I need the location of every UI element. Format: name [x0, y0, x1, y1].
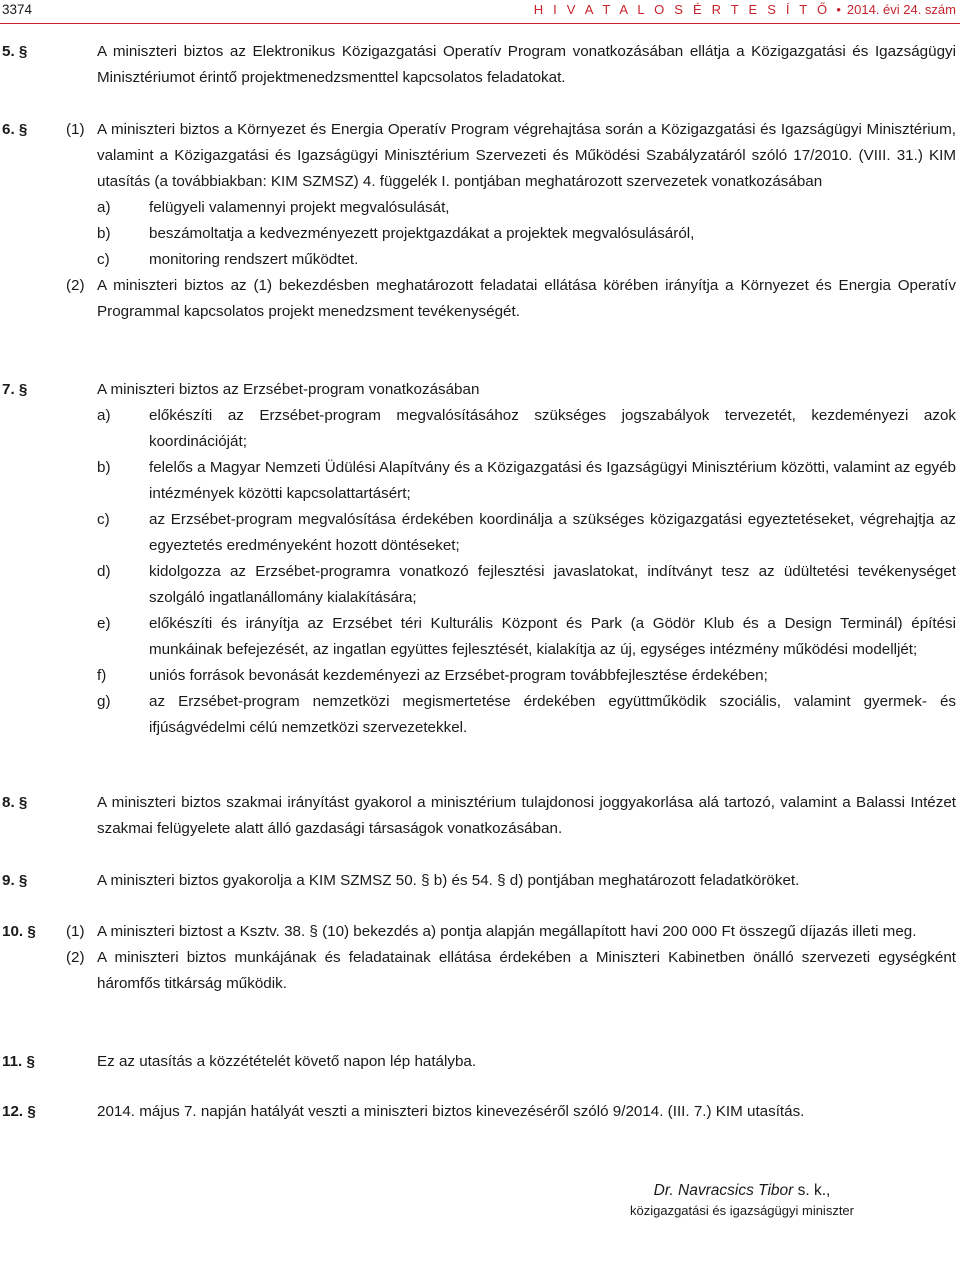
item-text: felelős a Magyar Nemzeti Üdülési Alapítvány és a Közigazgatási és Igazságügyi Minisztérium közötti, valamint az egyéb intézmények közötti kapcsolattartásért;	[149, 459, 956, 502]
item-text: monitoring rendszert működtet.	[149, 251, 359, 268]
section-text: 2014. május 7. napján hatályát veszti a miniszteri biztos kinevezéséről szóló 9/2014. (III. 7.) KIM utasítás.	[97, 1103, 805, 1120]
header-rule	[0, 23, 960, 24]
paragraph-2	[0, 945, 956, 997]
section-intro: A miniszteri biztos az Erzsébet-program vonatkozásában	[97, 381, 480, 398]
header-separator: •	[836, 2, 841, 17]
paragraph-2	[0, 273, 956, 325]
item-label: a)	[97, 407, 111, 424]
item-label: b)	[97, 459, 111, 476]
list-item	[97, 663, 956, 689]
section-5	[0, 39, 956, 91]
list-item	[97, 559, 956, 611]
paragraph-1	[0, 117, 956, 195]
section-number: 7. §	[2, 381, 28, 398]
list-item	[97, 689, 956, 741]
item-label: c)	[97, 251, 110, 268]
item-text: előkészíti és irányítja az Erzsébet téri Kulturális Központ és Park (a Gödör Klub és a Design Terminál) építési munkáinak befejezését, az ingatlan együttes fejlesztését, kialakítja az új, egységes intézmény működési modelljét;	[149, 615, 956, 658]
list-item	[97, 611, 956, 663]
section-9	[0, 868, 956, 894]
section-text: A miniszteri biztos szakmai irányítást gyakorol a minisztérium tulajdonosi joggyakorlása alá tartozó, valamint a Balassi Intézet szakmai felügyelete alatt álló gazdasági társaságok vonatkozásában.	[97, 794, 956, 837]
paragraph-text: A miniszteri biztos az (1) bekezdésben meghatározott feladatai ellátása körében irányítja a Környezet és Energia Operatív Programmal kapcsolatos projekt menedzsment tevékenységét.	[97, 277, 956, 320]
signatory-title: közigazgatási és igazságügyi miniszter	[630, 1203, 854, 1218]
signature-block	[630, 1180, 854, 1220]
paragraph-number: (1)	[66, 121, 85, 138]
item-text: előkészíti az Erzsébet-program megvalósításához szükséges jogszabályok tervezetét, kezdeményezi azok koordinációját;	[149, 407, 956, 450]
section-6	[0, 117, 956, 325]
section-text: A miniszteri biztos gyakorolja a KIM SZMSZ 50. § b) és 54. § d) pontjában meghatározott feladatköröket.	[97, 872, 800, 889]
list-item	[97, 221, 956, 247]
signatory-suffix: s. k.,	[793, 1182, 831, 1199]
item-label: e)	[97, 615, 111, 632]
section-number: 5. §	[2, 43, 28, 60]
section-8	[0, 790, 956, 842]
item-text: uniós források bevonását kezdeményezi az Erzsébet-program továbbfejlesztése érdekében;	[149, 667, 768, 684]
section-number: 9. §	[2, 872, 28, 889]
journal-title: H I V A T A L O S É R T E S Í T Ő	[533, 2, 831, 17]
section-number: 11. §	[2, 1053, 35, 1070]
paragraph-text: A miniszteri biztost a Ksztv. 38. § (10) bekezdés a) pontja alapján megállapított havi 200 000 Ft összegű díjazás illeti meg.	[97, 923, 917, 940]
section-11	[0, 1049, 956, 1075]
running-head	[534, 0, 956, 20]
issue-label: 2014. évi 24. szám	[846, 2, 956, 17]
paragraph-number: (2)	[66, 949, 85, 966]
list-item	[97, 403, 956, 455]
item-list	[97, 195, 956, 273]
paragraph-text: A miniszteri biztos a Környezet és Energia Operatív Program végrehajtása során a Közigazgatási és Igazságügyi Minisztérium, valamint a Közigazgatási és Igazságügyi Minisztérium Szervezeti és Működési Szabályzatáról szóló 17/2010. (VIII. 31.) KIM utasítás (a továbbiakban: KIM SZMSZ) 4. függelék I. pontjában meghatározott szervezetek vonatkozásában	[97, 121, 956, 190]
item-label: d)	[97, 563, 111, 580]
section-number: 10. §	[2, 923, 36, 940]
section-text: A miniszteri biztos az Elektronikus Közigazgatási Operatív Program vonatkozásában ellátja a Közigazgatási és Igazságügyi Minisztériumot érintő projektmenedzsmenttel kapcsolatos feladatokat.	[97, 43, 956, 86]
list-item	[97, 455, 956, 507]
item-text: kidolgozza az Erzsébet-programra vonatkozó fejlesztési javaslatokat, indítványt tesz az üdültetési tevékenységet szolgáló ingatlanállomány kialakítására;	[149, 563, 956, 606]
section-12	[0, 1099, 956, 1125]
item-text: beszámoltatja a kedvezményezett projektgazdákat a projektek megvalósulásáról,	[149, 225, 695, 242]
item-label: c)	[97, 511, 110, 528]
item-list	[97, 403, 956, 741]
item-text: felügyeli valamennyi projekt megvalósulását,	[149, 199, 450, 216]
section-number: 6. §	[2, 121, 28, 138]
page-header	[0, 0, 960, 24]
list-item	[97, 195, 956, 221]
item-label: f)	[97, 667, 107, 684]
section-7	[0, 377, 956, 741]
paragraph-number: (2)	[66, 277, 85, 294]
section-text: Ez az utasítás a közzétételét követő napon lép hatályba.	[97, 1053, 477, 1070]
list-item	[97, 507, 956, 559]
section-number: 8. §	[2, 794, 28, 811]
page-number: 3374	[2, 2, 33, 17]
section-number: 12. §	[2, 1103, 36, 1120]
item-label: a)	[97, 199, 111, 216]
paragraph-text: A miniszteri biztos munkájának és feladatainak ellátása érdekében a Miniszteri Kabinetben önálló szervezeti egységként háromfős titkárság működik.	[97, 949, 956, 992]
item-text: az Erzsébet-program megvalósítása érdekében koordinálja a szükséges közigazgatási egyeztetéseket, végrehajtja az egyeztetés eredményeként hozott döntéseket;	[149, 511, 956, 554]
paragraph-number: (1)	[66, 923, 85, 940]
list-item	[97, 247, 956, 273]
signatory-name: Dr. Navracsics Tibor	[653, 1182, 794, 1199]
section-10	[0, 919, 956, 997]
paragraph-1	[0, 919, 956, 945]
item-label: g)	[97, 693, 111, 710]
signatory-name-line	[630, 1180, 854, 1202]
item-text: az Erzsébet-program nemzetközi megismertetése érdekében együttműködik szociális, valamint gyermek- és ifjúságvédelmi célú nemzetközi szervezetekkel.	[149, 693, 956, 736]
item-label: b)	[97, 225, 111, 242]
